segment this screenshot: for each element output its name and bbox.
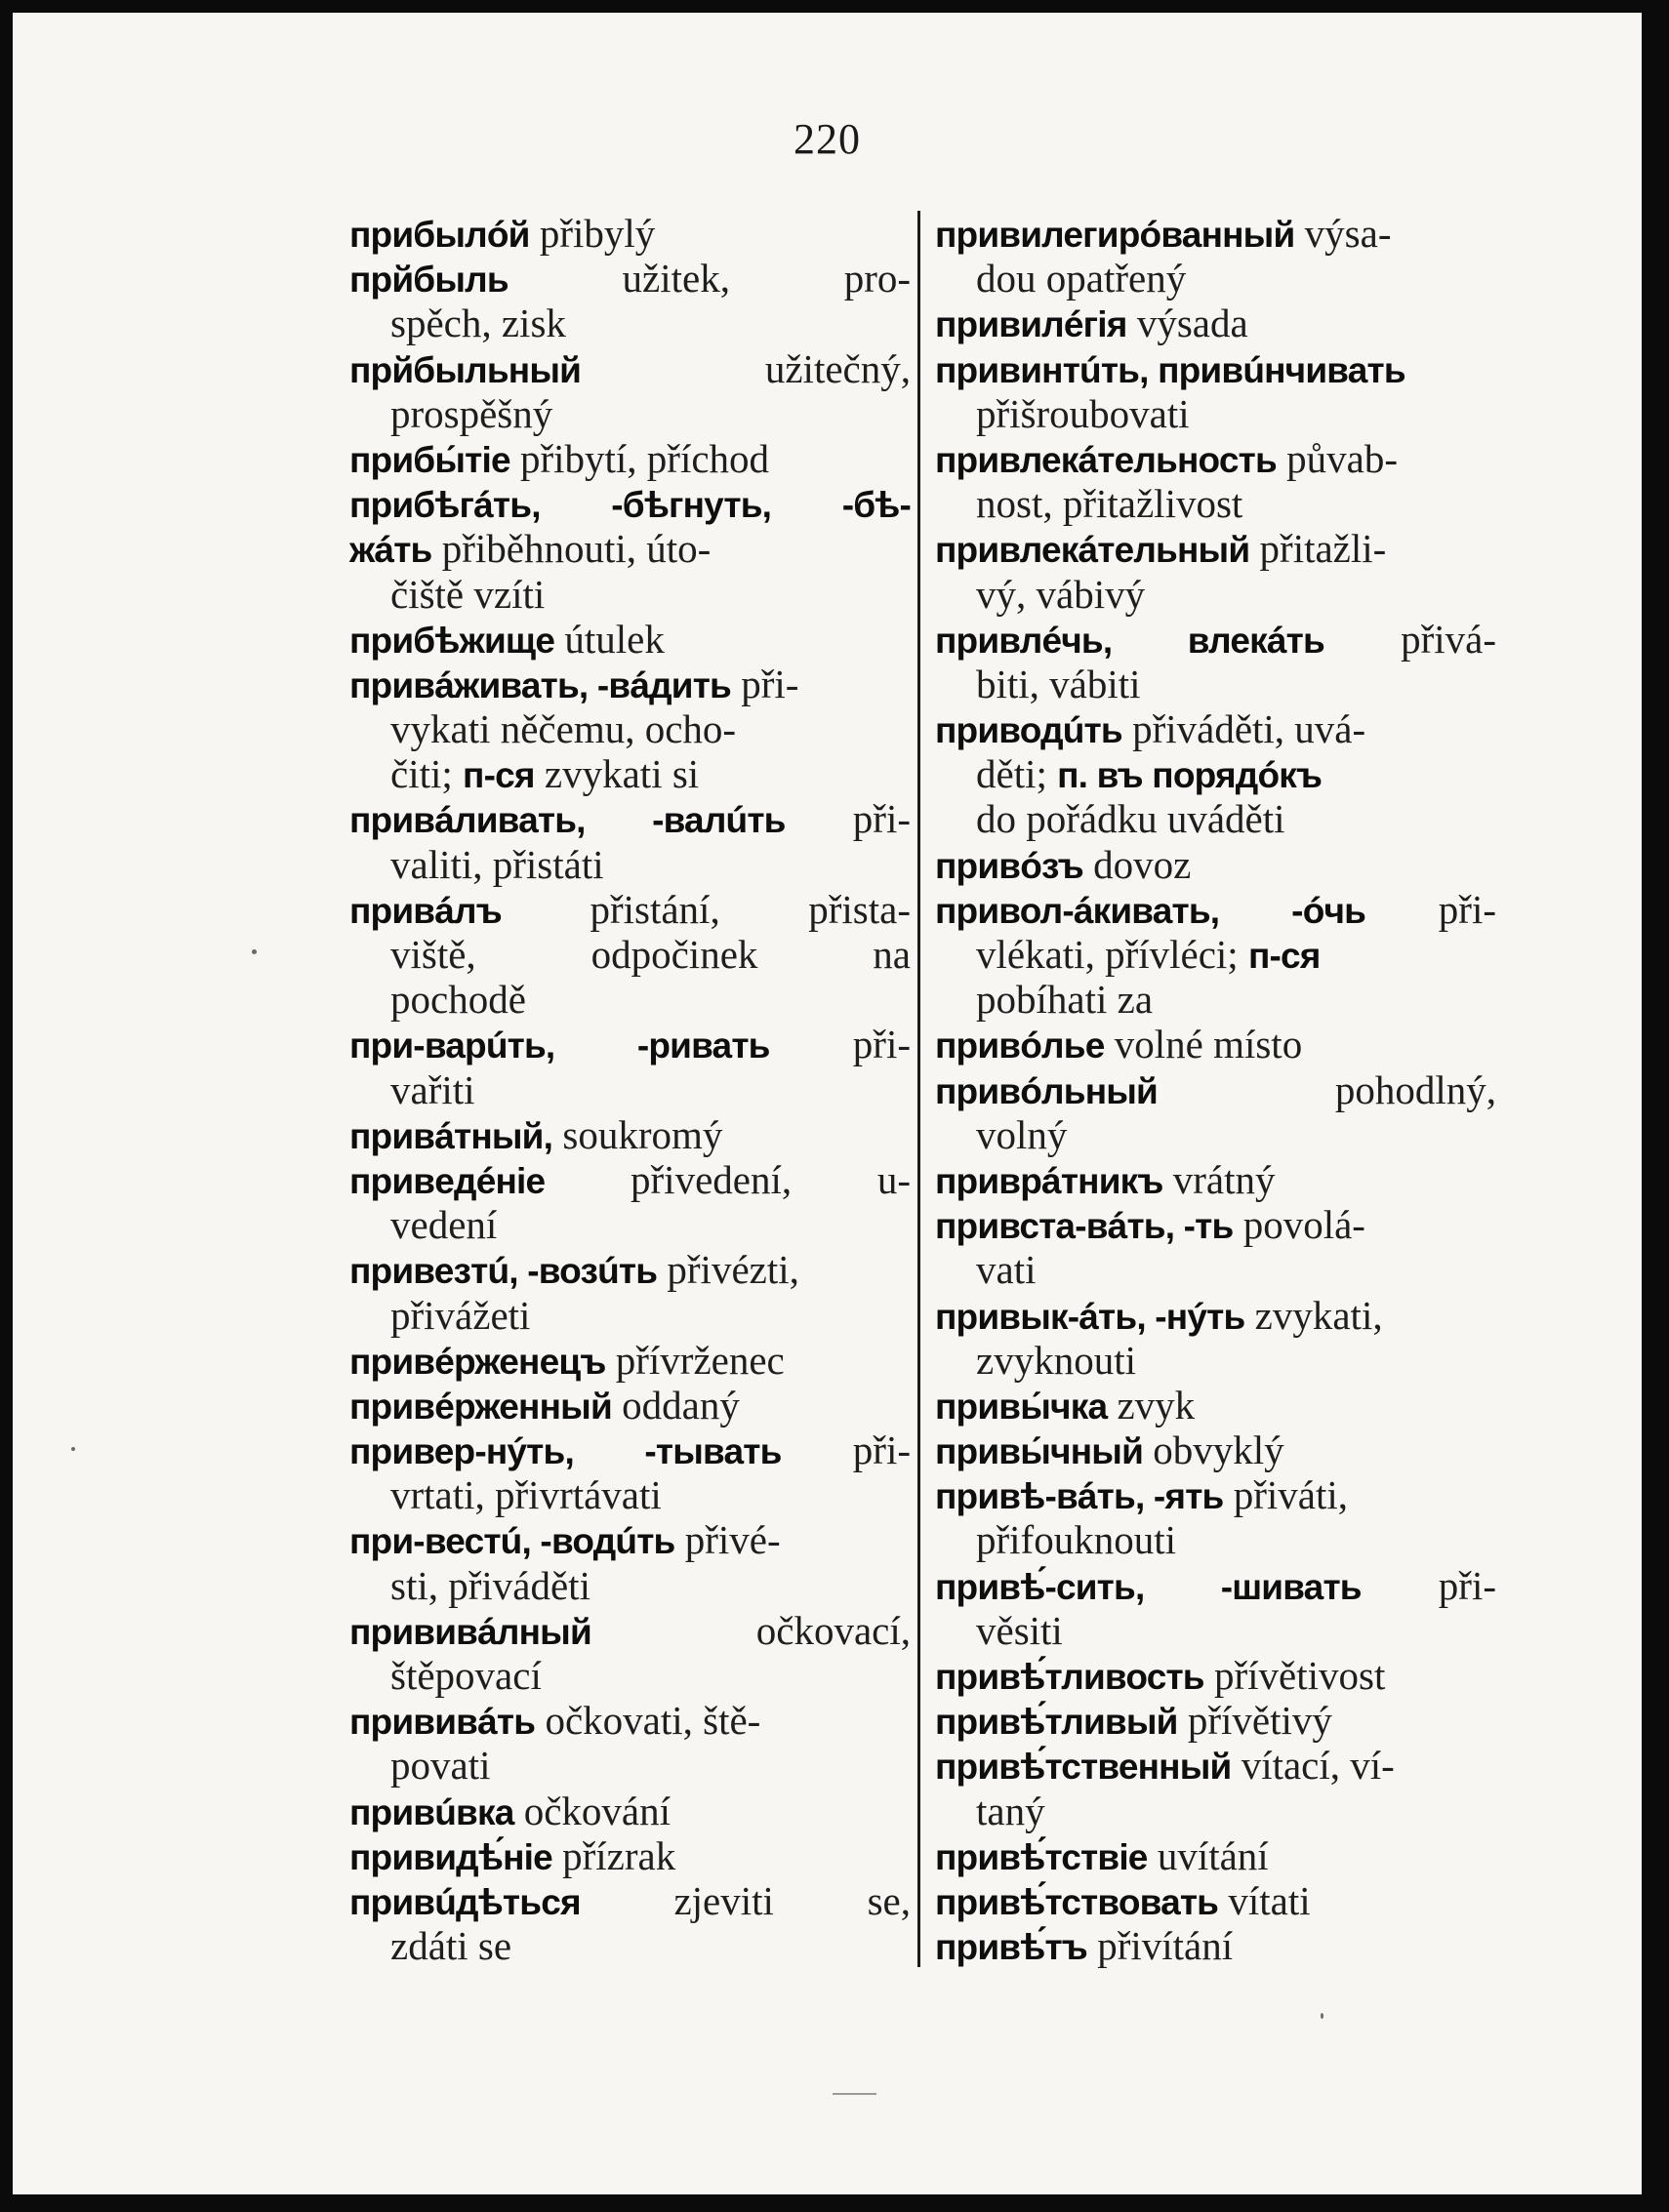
translation: věsiti	[976, 1607, 1063, 1653]
speck	[71, 1447, 75, 1451]
translation: užitečný,	[581, 345, 911, 391]
dictionary-line	[935, 887, 1496, 932]
translation: děti;	[976, 751, 1058, 797]
dictionary-line	[935, 1202, 1496, 1247]
dictionary-line	[349, 572, 911, 617]
translation: pobíhati za	[976, 977, 1154, 1023]
dictionary-line	[935, 1878, 1496, 1923]
translation: přivé-	[674, 1517, 781, 1563]
column-divider	[917, 211, 920, 1967]
dictionary-line	[935, 1563, 1496, 1608]
dictionary-line	[935, 1428, 1496, 1472]
headword: привáлъ	[349, 890, 502, 931]
dictionary-line	[349, 211, 911, 256]
dictionary-line	[349, 481, 911, 526]
dictionary-line	[349, 706, 911, 751]
dictionary-line	[349, 1383, 911, 1428]
dictionary-line	[935, 1247, 1496, 1292]
translation: nost, přitažlivost	[976, 481, 1243, 527]
headword: привéрженецъ	[349, 1341, 606, 1382]
translation: přistání, přista-	[501, 886, 911, 932]
headword: привѣ́-сить, -шивать	[935, 1566, 1362, 1607]
translation: volné místo	[1104, 1022, 1303, 1067]
translation: vý, vábivý	[976, 571, 1146, 617]
dictionary-line	[935, 1517, 1496, 1562]
translation: přívětivý	[1177, 1698, 1332, 1744]
headword: привѣ-вáть, -ять	[935, 1476, 1224, 1517]
dictionary-line	[349, 1923, 911, 1968]
dictionary-line	[349, 1698, 911, 1743]
headword: приврáтникъ	[935, 1160, 1163, 1201]
dictionary-line	[349, 1653, 911, 1698]
translation: při-	[785, 796, 911, 842]
headword: привык-áть, -нýть	[935, 1296, 1245, 1337]
translation: při-	[781, 1428, 911, 1473]
translation: půvab-	[1276, 435, 1399, 481]
headword: прйбыльный	[349, 349, 582, 390]
dictionary-line	[349, 256, 911, 301]
translation: užitek, pro-	[508, 256, 911, 302]
translation: výsa-	[1294, 211, 1392, 256]
headword: привы́чка	[935, 1386, 1108, 1427]
translation: dou opatřený	[976, 256, 1187, 302]
translation: přivážeti	[390, 1292, 531, 1338]
headword: при-варúть, -ривать	[349, 1026, 770, 1066]
headword: привы́чный	[935, 1431, 1144, 1472]
translation: vařiti	[390, 1066, 475, 1112]
translation: biti, vábiti	[976, 661, 1141, 706]
dictionary-line	[349, 526, 911, 571]
headword: привúвка	[349, 1791, 514, 1832]
dictionary-line	[935, 751, 1496, 796]
dictionary-line	[349, 1293, 911, 1338]
headword: привóлье	[935, 1026, 1105, 1066]
translation: přízrak	[551, 1832, 676, 1878]
dictionary-line	[349, 977, 911, 1022]
dictionary-line	[935, 1338, 1496, 1383]
dictionary-line	[935, 211, 1496, 256]
dictionary-line	[935, 301, 1496, 345]
translation: povolá-	[1233, 1202, 1365, 1248]
headword: п-ся	[463, 755, 535, 796]
dictionary-line	[935, 842, 1496, 887]
translation: spěch, zisk	[390, 301, 566, 346]
translation: výsada	[1126, 301, 1248, 346]
dictionary-line	[349, 1157, 911, 1202]
dictionary-line	[935, 617, 1496, 662]
dictionary-line	[935, 1653, 1496, 1698]
dictionary-line	[935, 391, 1496, 436]
headword: привóльный	[935, 1070, 1158, 1111]
translation: útulek	[554, 616, 665, 662]
translation: přitažli-	[1249, 526, 1387, 572]
dictionary-line	[349, 1743, 911, 1788]
dictionary-line	[935, 1608, 1496, 1653]
translation: přifouknouti	[976, 1517, 1176, 1563]
translation: povati	[390, 1743, 491, 1789]
translation: očkovací,	[590, 1607, 911, 1653]
headword: прибы́тіе	[349, 439, 510, 480]
dictionary-line	[349, 1067, 911, 1112]
translation: valiti, přistáti	[390, 841, 604, 887]
headword: привѣ́тствовать	[935, 1881, 1219, 1922]
translation: vrtati, přivrtávati	[390, 1472, 662, 1518]
headword: прибѣгáть, -бѣгнуть, -бѣ-	[349, 485, 911, 526]
dictionary-line	[349, 1608, 911, 1653]
translation: přivedení, u-	[545, 1156, 911, 1202]
translation: volný	[976, 1111, 1068, 1157]
translation: přivézti,	[657, 1247, 799, 1293]
translation: uvítání	[1147, 1832, 1269, 1878]
headword: привилéгія	[935, 304, 1127, 345]
translation: vykati něčemu, ocho-	[390, 706, 737, 752]
headword: привeдéніе	[349, 1160, 546, 1201]
dictionary-line	[349, 1247, 911, 1292]
speck	[252, 949, 257, 954]
dictionary-line	[935, 977, 1496, 1022]
dictionary-line	[935, 256, 1496, 301]
translation: prospěšný	[390, 390, 553, 436]
headword: привезтú, -возúть	[349, 1251, 658, 1292]
dictionary-line	[349, 1112, 911, 1157]
headword: прибылóй	[349, 215, 530, 255]
speck	[1321, 2013, 1323, 2019]
translation: vítati	[1218, 1877, 1311, 1923]
dictionary-line	[349, 1428, 911, 1472]
translation: vrátný	[1162, 1156, 1276, 1202]
dictionary-line	[349, 1563, 911, 1608]
translation: zvykati si	[534, 751, 700, 797]
translation: čiti;	[390, 751, 464, 797]
translation: přívrženec	[605, 1337, 785, 1383]
headword: привста-вáть, -ть	[935, 1206, 1234, 1247]
headword: привѣ́тствіе	[935, 1836, 1148, 1877]
translation: zvykati,	[1244, 1292, 1383, 1338]
dictionary-line	[349, 1202, 911, 1247]
translation: zdáti se	[390, 1923, 512, 1969]
headword: при-вестú, -водúть	[349, 1521, 675, 1562]
dictionary-line	[935, 1833, 1496, 1878]
translation: přibytí, příchod	[509, 435, 770, 481]
headword: прибѣжище	[349, 620, 555, 661]
dictionary-line	[349, 617, 911, 662]
translation: přiváti,	[1223, 1472, 1349, 1518]
translation: vlékati, přívléci;	[976, 932, 1248, 977]
translation: vítací, ví-	[1231, 1743, 1395, 1789]
dictionary-line	[349, 346, 911, 391]
translation: při-	[1361, 1562, 1496, 1608]
dictionary-line	[935, 706, 1496, 751]
translation: soukromý	[552, 1111, 723, 1157]
dictionary-line	[935, 1789, 1496, 1833]
dictionary-line	[935, 346, 1496, 391]
translation: vedení	[390, 1202, 498, 1248]
dictionary-line	[935, 1022, 1496, 1066]
translation: viště, odpočinek na	[390, 932, 911, 977]
dictionary-line	[935, 526, 1496, 571]
dictionary-line	[349, 1878, 911, 1923]
headword: привидѣ́ніе	[349, 1836, 552, 1877]
translation: přívětivost	[1203, 1653, 1386, 1698]
dictionary-line	[349, 932, 911, 977]
translation: oddaný	[611, 1382, 740, 1428]
translation: přivá-	[1323, 616, 1496, 662]
translation: obvyklý	[1143, 1428, 1284, 1473]
dictionary-line	[935, 481, 1496, 526]
dictionary-line	[349, 1472, 911, 1517]
dictionary-line	[935, 1383, 1496, 1428]
translation: přiběhnouti, úto-	[431, 526, 712, 572]
dictionary-line	[349, 301, 911, 345]
headword: привáживать, -вáдить	[349, 664, 732, 705]
translation: zvyknouti	[976, 1337, 1136, 1383]
dictionary-line	[349, 391, 911, 436]
translation: taný	[976, 1788, 1045, 1833]
headword: привлекáтельный	[935, 530, 1250, 571]
translation: zvyk	[1107, 1382, 1196, 1428]
headword: привинтúть, привúнчивать	[935, 349, 1405, 390]
dictionary-line	[349, 1022, 911, 1066]
dictionary-line	[935, 1743, 1496, 1788]
dictionary-line	[935, 1698, 1496, 1743]
dictionary-line	[349, 842, 911, 887]
headword: привлéчь, влекáть	[935, 620, 1324, 661]
dictionary-line	[349, 887, 911, 932]
headword: привер-нýть, -тывать	[349, 1431, 782, 1472]
translation: očkovati, ště-	[535, 1698, 761, 1744]
headword: привлекáтельность	[935, 439, 1277, 480]
dictionary-line	[935, 796, 1496, 841]
dictionary-line	[349, 1338, 911, 1383]
page-number: 220	[794, 115, 861, 163]
dictionary-line	[935, 1293, 1496, 1338]
dictionary-line	[349, 751, 911, 796]
headword: привéрженный	[349, 1386, 612, 1427]
headword: привáливать, -валúть	[349, 800, 786, 841]
translation: štěpovací	[390, 1653, 542, 1698]
headword: привѣ́тъ	[935, 1927, 1087, 1968]
dictionary-line	[349, 796, 911, 841]
dictionary-line	[349, 1517, 911, 1562]
headword: приводúть	[935, 710, 1122, 751]
dictionary-line	[935, 1112, 1496, 1157]
right-column	[935, 211, 1496, 1968]
headword: п-ся	[1247, 936, 1321, 976]
headword: п. въ порядóкъ	[1057, 755, 1323, 796]
translation: pohodlný,	[1157, 1066, 1496, 1112]
dictionary-line	[935, 1472, 1496, 1517]
dictionary-line	[349, 662, 911, 706]
dictionary-line	[935, 932, 1496, 977]
translation: při-	[769, 1022, 911, 1067]
dictionary-line	[935, 662, 1496, 706]
headword: привѣ́тливость	[935, 1657, 1204, 1697]
translation: očkování	[513, 1788, 672, 1833]
dictionary-line	[935, 436, 1496, 481]
translation: přibylý	[529, 211, 656, 256]
headword: привѣ́тственный	[935, 1747, 1232, 1788]
dictionary-line	[349, 1789, 911, 1833]
headword: жáть	[349, 530, 432, 571]
dictionary-line	[935, 1923, 1496, 1968]
headword: привилегирóванный	[935, 215, 1295, 255]
translation: pochodě	[390, 977, 526, 1023]
headword: прививáлный	[349, 1611, 591, 1652]
translation: zjeviti se,	[580, 1877, 911, 1923]
dictionary-line	[935, 1067, 1496, 1112]
translation: při-	[1365, 886, 1496, 932]
headword: привúдѣться	[349, 1881, 581, 1922]
left-column	[349, 211, 911, 1968]
footer-mark	[833, 2093, 876, 2095]
headword: привáтный,	[349, 1115, 553, 1156]
dictionary-line	[349, 1833, 911, 1878]
dictionary-line	[935, 1157, 1496, 1202]
translation: při-	[731, 661, 799, 706]
headword: привóзъ	[935, 845, 1083, 886]
translation: přivítání	[1086, 1923, 1234, 1969]
translation: čiště vzíti	[390, 571, 546, 617]
dictionary-page	[13, 13, 1642, 2194]
headword: прививáть	[349, 1702, 536, 1743]
translation: přiváděti, uvá-	[1121, 706, 1366, 752]
headword: привѣ́тливый	[935, 1702, 1178, 1743]
headword: прйбыль	[349, 260, 509, 301]
translation: vati	[976, 1247, 1037, 1293]
headword: привол-áкивать, -óчь	[935, 890, 1366, 931]
translation: sti, přiváděti	[390, 1562, 590, 1608]
translation: přišroubovati	[976, 390, 1190, 436]
dictionary-line	[349, 436, 911, 481]
translation: do pořádku uváděti	[976, 796, 1285, 842]
dictionary-line	[935, 572, 1496, 617]
translation: dovoz	[1082, 841, 1192, 887]
